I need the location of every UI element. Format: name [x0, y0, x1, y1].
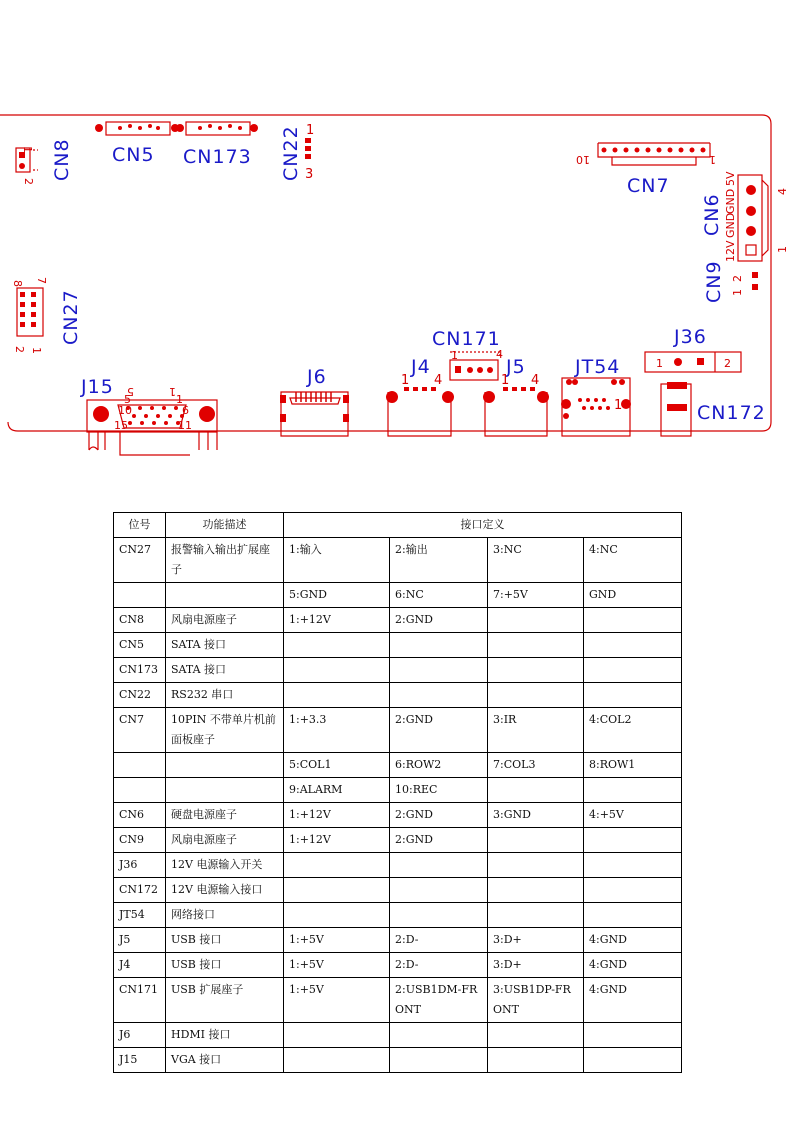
table-cell: 3:GND [488, 803, 584, 828]
jt54-pin1-label: 1 [614, 398, 623, 413]
table-cell: 7:COL3 [488, 753, 584, 778]
table-row [114, 828, 682, 853]
table-cell: CN22 [114, 683, 166, 708]
table-cell: 风扇电源座子 [166, 828, 284, 853]
cn171-label: CN171 [432, 328, 501, 350]
cn8-pin1-label: 1 [21, 146, 34, 153]
table-cell [584, 828, 682, 853]
table-cell [584, 903, 682, 928]
j6-connector [280, 366, 349, 436]
table-cell [390, 1048, 488, 1073]
cn172-label: CN172 [697, 402, 766, 424]
table-row [114, 538, 682, 583]
cn6-pin1-label: 1 [776, 246, 789, 253]
table-cell [390, 633, 488, 658]
table-cell: SATA 接口 [166, 658, 284, 683]
table-cell: GND [584, 583, 682, 608]
table-cell [584, 658, 682, 683]
cn27-label: CN27 [60, 289, 82, 345]
table-cell [284, 1023, 390, 1048]
table-cell: USB 扩展座子 [166, 978, 284, 1023]
table-cell: 5:GND [284, 583, 390, 608]
j6-label: J6 [307, 366, 327, 388]
table-cell [284, 878, 390, 903]
table-cell [584, 683, 682, 708]
cn7-pin10-label: 10 [576, 153, 590, 166]
table-row [114, 803, 682, 828]
header-function: 功能描述 [166, 513, 284, 538]
cn27-pin8-label: 8 [11, 280, 24, 287]
table-cell: 4:GND [584, 978, 682, 1023]
j36-connector [645, 326, 741, 372]
cn7-pin1-label: 1 [709, 153, 716, 166]
table-cell [284, 1048, 390, 1073]
table-cell: CN7 [114, 708, 166, 753]
cn6-12v-label: 12V [724, 240, 737, 262]
table-cell: J36 [114, 853, 166, 878]
table-cell: 3:USB1DP-FRONT [488, 978, 584, 1023]
cn7-connector [576, 143, 716, 197]
jt54-label: JT54 [575, 356, 621, 378]
table-cell: CN172 [114, 878, 166, 903]
table-row [114, 1048, 682, 1073]
table-cell: 1:+5V [284, 953, 390, 978]
table-row [114, 633, 682, 658]
table-row [114, 853, 682, 878]
table-cell: 6:ROW2 [390, 753, 488, 778]
table-cell: 2:GND [390, 708, 488, 753]
table-header-row [114, 513, 682, 538]
table-cell: 2:GND [390, 828, 488, 853]
j15-pin1b-label: 1 [176, 393, 183, 406]
table-cell: J6 [114, 1023, 166, 1048]
j4-pin1-label: 1 [401, 373, 410, 388]
cn22-pin1-label: 1 [306, 123, 315, 138]
table-row [114, 953, 682, 978]
table-cell [390, 1023, 488, 1048]
table-cell: 3:D+ [488, 928, 584, 953]
table-cell [488, 853, 584, 878]
table-cell: 1:+3.3 [284, 708, 390, 753]
table-cell [114, 778, 166, 803]
table-cell: 1:+5V [284, 928, 390, 953]
table-cell [284, 683, 390, 708]
table-row [114, 583, 682, 608]
j15-pin11-label: 11 [178, 419, 192, 432]
j5-pin4-label: 4 [531, 373, 540, 388]
table-cell: RS232 串口 [166, 683, 284, 708]
table-row [114, 878, 682, 903]
table-row [114, 658, 682, 683]
table-cell: 8:ROW1 [584, 753, 682, 778]
table-cell: CN27 [114, 538, 166, 583]
table-cell: 12V 电源输入开关 [166, 853, 284, 878]
j15-pin5-label: 5 [127, 385, 134, 398]
table-cell: 3:NC [488, 538, 584, 583]
table-cell: 报警输入输出扩展座子 [166, 538, 284, 583]
table-cell [166, 583, 284, 608]
table-row [114, 778, 682, 803]
table-cell: 4:NC [584, 538, 682, 583]
table-row [114, 683, 682, 708]
cn6-label: CN6 [701, 193, 723, 236]
table-cell: 1:+5V [284, 978, 390, 1023]
table-cell: 2:GND [390, 608, 488, 633]
table-cell: HDMI 接口 [166, 1023, 284, 1048]
table-cell: J5 [114, 928, 166, 953]
table-cell: CN5 [114, 633, 166, 658]
table-cell [584, 1023, 682, 1048]
table-cell [584, 853, 682, 878]
cn27-pin1-label: 1 [30, 347, 43, 354]
table-cell: 4:COL2 [584, 708, 682, 753]
table-cell: 1:+12V [284, 608, 390, 633]
table-cell [390, 683, 488, 708]
cn22-pin3-label: 3 [305, 167, 314, 182]
table-cell [584, 878, 682, 903]
j4-label: J4 [411, 356, 431, 378]
table-cell: VGA 接口 [166, 1048, 284, 1073]
table-cell: 5:COL1 [284, 753, 390, 778]
table-cell: 网络接口 [166, 903, 284, 928]
table-cell [390, 853, 488, 878]
j4-pin4-label: 4 [434, 373, 443, 388]
cn171-pin1-label: 1 [451, 349, 458, 362]
cn6-pin4-label: 4 [776, 188, 789, 195]
table-cell: 2:GND [390, 803, 488, 828]
cn22-label: CN22 [280, 125, 302, 181]
cn22-connector [280, 123, 314, 182]
table-cell: 9:ALARM [284, 778, 390, 803]
j4-connector [386, 356, 454, 436]
j15-pin15-label: 15 [114, 419, 128, 432]
j36-pin1-label: 1 [656, 357, 663, 370]
cn5-label: CN5 [112, 144, 155, 166]
table-cell: 2:D- [390, 928, 488, 953]
cn6-connector [701, 171, 789, 262]
j5-label: J5 [506, 356, 526, 378]
table-cell [114, 583, 166, 608]
table-cell [488, 633, 584, 658]
cn27-connector [11, 277, 82, 354]
jt54-connector [561, 356, 631, 436]
table-cell [584, 608, 682, 633]
cn6-gnd2-label: GND [724, 212, 737, 238]
table-cell: 3:D+ [488, 953, 584, 978]
cn6-5v-label: 5V [724, 171, 737, 186]
cn171-pin4-label: 4 [496, 348, 503, 361]
cn9-pin2-label: 2 [731, 275, 744, 282]
cn173-label: CN173 [183, 146, 252, 168]
cn8-connector [16, 138, 73, 185]
table-row [114, 903, 682, 928]
table-cell [284, 633, 390, 658]
table-cell: 12V 电源输入接口 [166, 878, 284, 903]
table-cell: 2:输出 [390, 538, 488, 583]
j15-connector [80, 376, 217, 455]
table-cell: USB 接口 [166, 953, 284, 978]
board-diagram [0, 0, 793, 470]
table-cell: JT54 [114, 903, 166, 928]
table-cell: CN171 [114, 978, 166, 1023]
cn171-connector [432, 328, 503, 380]
table-cell [584, 778, 682, 803]
table-cell [284, 903, 390, 928]
table-cell [114, 753, 166, 778]
cn172-connector [661, 382, 766, 436]
table-cell: 4:GND [584, 953, 682, 978]
table-cell [390, 878, 488, 903]
table-row [114, 753, 682, 778]
j5-connector [483, 356, 549, 436]
cn9-label: CN9 [703, 260, 725, 303]
cn7-label: CN7 [627, 175, 670, 197]
j15-pin5b-label: 5 [124, 393, 131, 406]
cn27-pin2-label: 2 [13, 346, 26, 353]
table-cell [166, 778, 284, 803]
table-cell [488, 903, 584, 928]
table-cell: 2:USB1DM-FRONT [390, 978, 488, 1023]
header-refdes: 位号 [114, 513, 166, 538]
cn9-pin1-label: 1 [731, 289, 744, 296]
table-cell [488, 1048, 584, 1073]
table-row [114, 608, 682, 633]
j36-label: J36 [674, 326, 707, 348]
cn8-pin2-label: 2 [22, 178, 35, 185]
table-cell: J15 [114, 1048, 166, 1073]
table-cell [390, 903, 488, 928]
cn8-label: CN8 [51, 138, 73, 181]
table-cell [488, 683, 584, 708]
table-row [114, 928, 682, 953]
table-cell [284, 658, 390, 683]
table-row [114, 978, 682, 1023]
pin-definition-table [113, 512, 682, 1073]
j36-pin2-label: 2 [724, 357, 731, 370]
table-cell: 硬盘电源座子 [166, 803, 284, 828]
table-cell [488, 608, 584, 633]
cn27-pin7-label: 7 [35, 277, 48, 284]
table-row [114, 1023, 682, 1048]
table-cell: 1:输入 [284, 538, 390, 583]
table-cell [390, 658, 488, 683]
table-cell: 风扇电源座子 [166, 608, 284, 633]
table-cell: SATA 接口 [166, 633, 284, 658]
table-cell [584, 633, 682, 658]
table-row [114, 708, 682, 753]
table-cell: CN8 [114, 608, 166, 633]
cn5-connector [95, 122, 179, 166]
table-cell [488, 1023, 584, 1048]
table-cell: 7:+5V [488, 583, 584, 608]
j5-pin1-label: 1 [501, 373, 510, 388]
table-cell: 10:REC [390, 778, 488, 803]
table-cell [488, 778, 584, 803]
table-cell: CN6 [114, 803, 166, 828]
table-cell [584, 1048, 682, 1073]
cn173-connector [176, 122, 258, 168]
table-cell [166, 753, 284, 778]
table-cell [284, 853, 390, 878]
j15-label: J15 [81, 376, 114, 398]
table-cell: J4 [114, 953, 166, 978]
table-cell: 6:NC [390, 583, 488, 608]
table-cell: CN9 [114, 828, 166, 853]
table-cell [488, 878, 584, 903]
table-cell [488, 828, 584, 853]
j15-pin6-label: 6 [182, 404, 189, 417]
j15-pin10-label: 10 [118, 404, 132, 417]
table-cell: 2:D- [390, 953, 488, 978]
header-pin-definition: 接口定义 [284, 513, 682, 538]
table-cell: 4:GND [584, 928, 682, 953]
table-cell: USB 接口 [166, 928, 284, 953]
table-cell: 1:+12V [284, 803, 390, 828]
table-cell: 3:IR [488, 708, 584, 753]
table-cell: CN173 [114, 658, 166, 683]
cn6-gnd1-label: GND [724, 188, 737, 214]
table-cell: 1:+12V [284, 828, 390, 853]
table-cell: 4:+5V [584, 803, 682, 828]
table-cell: 10PIN 不带单片机前面板座子 [166, 708, 284, 753]
cn9-connector [703, 260, 758, 303]
j15-pin1-label: 1 [169, 385, 176, 398]
table-cell [488, 658, 584, 683]
